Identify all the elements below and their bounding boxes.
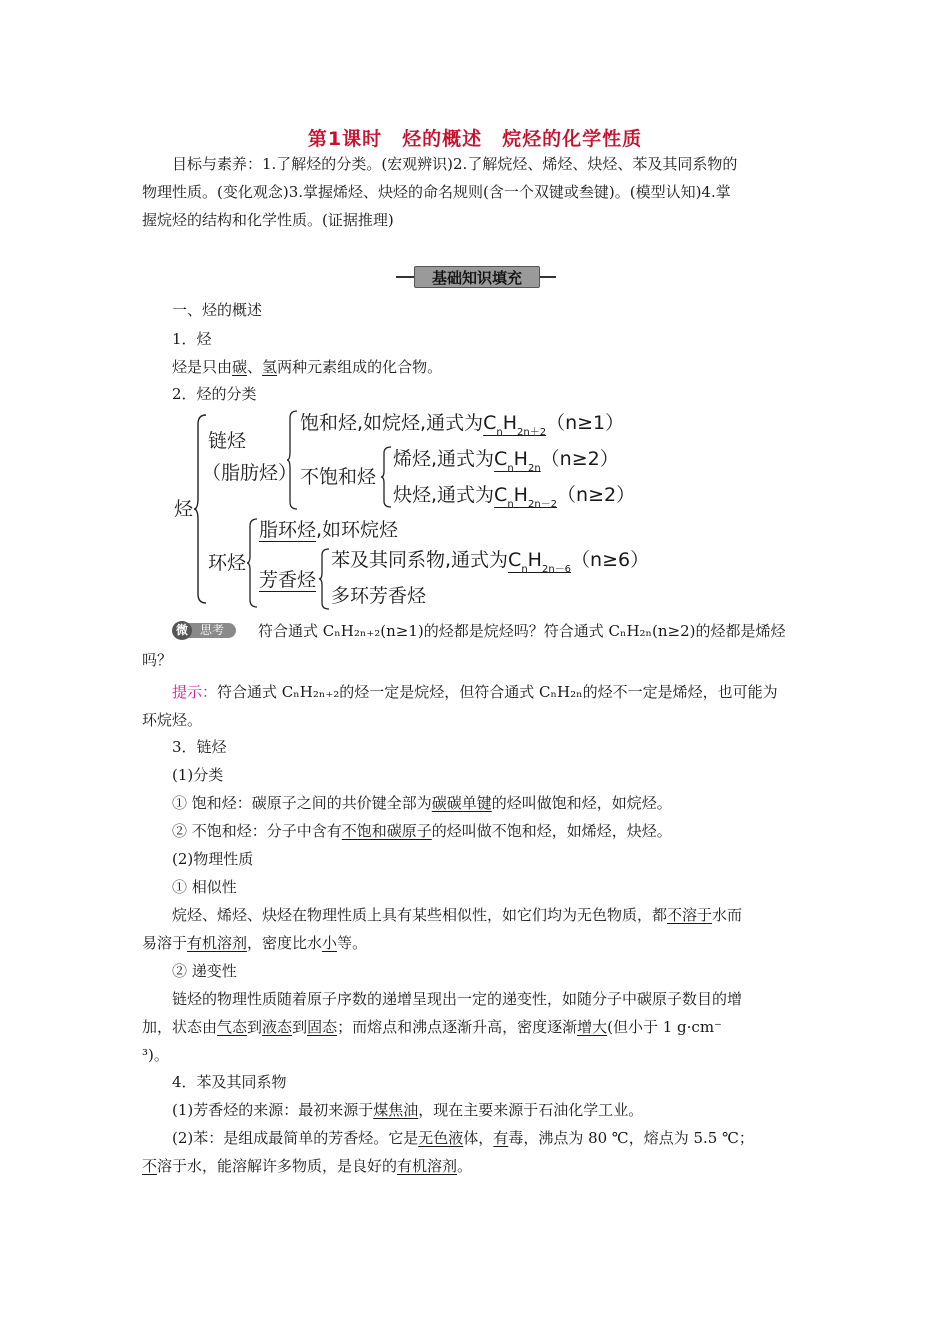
similarity-heading: ① 相似性 bbox=[172, 878, 237, 896]
blank-answer: 固态 bbox=[307, 1018, 338, 1036]
blank-answer: 液态 bbox=[262, 1018, 293, 1036]
tree-root: 烃 bbox=[174, 498, 194, 520]
similarity-line-2: 易溶于有机溶剂，密度比水小等。 bbox=[142, 934, 368, 952]
tree-alicyclic: 脂环烃,如环烷烃 bbox=[259, 519, 399, 541]
tree-chain: 链烃 bbox=[208, 430, 247, 452]
gradation-heading: ② 递变性 bbox=[172, 962, 237, 980]
gradation-line-2: 加，状态由气态到液态到固态；而熔点和沸点逐渐升高，密度逐渐增大(但小于 1 g·cm⁻ bbox=[142, 1018, 722, 1036]
subheading-3-2: (2)物理性质 bbox=[172, 850, 254, 868]
blank-answer: 有机溶剂 bbox=[397, 1157, 458, 1175]
brace-unsaturated bbox=[380, 446, 392, 508]
benzene-line-2: 不溶于水，能溶解许多物质，是良好的有机溶剂。 bbox=[142, 1157, 473, 1175]
think-badge bbox=[172, 621, 238, 640]
blank-answer: 煤焦油 bbox=[373, 1101, 419, 1119]
definition-line: 烃是只由碳、氢两种元素组成的化合物。 bbox=[172, 358, 443, 376]
subheading-3-1: (1)分类 bbox=[172, 766, 224, 784]
brace-chain bbox=[286, 410, 298, 510]
section-banner bbox=[396, 266, 556, 288]
hint-label: 提示： bbox=[172, 683, 218, 701]
gradation-line-3: ³)。 bbox=[142, 1046, 169, 1064]
brace-aromatic bbox=[318, 548, 330, 610]
tree-saturated: 饱和烃,如烷烃,通式为$C_nH_{2n+2}(n\ge 1)$ bbox=[300, 412, 625, 438]
objectives-line-2: 物理性质。(变化观念)3.掌握烯烃、炔烃的命名规则(含一个双键或叁键)。(模型认知)4.掌 bbox=[142, 183, 731, 201]
tree-alkene: 烯烃,通式为$C_nH_{2n}(n\ge 2)$ bbox=[393, 448, 619, 474]
tree-polycyclic: 多环芳香烃 bbox=[331, 585, 427, 607]
blank-answer: 气态 bbox=[217, 1018, 248, 1036]
blank-answer: 液 bbox=[448, 1129, 464, 1147]
blank-answer: 小 bbox=[322, 934, 338, 952]
blank-answer: 碳 bbox=[232, 358, 248, 376]
banner-label: 基础知识填充 bbox=[431, 269, 522, 287]
blank-answer: 氢 bbox=[262, 358, 278, 376]
brace-root bbox=[193, 414, 207, 604]
blank-answer: 碳碳单键 bbox=[431, 794, 492, 812]
tree-alkyne: 炔烃,通式为$C_nH_{2n-2}(n\ge 2)$ bbox=[393, 484, 636, 510]
objectives-line-3: 握烷烃的结构和化学性质。(证据推理) bbox=[142, 211, 394, 229]
subheading-3: 3．链烃 bbox=[172, 738, 227, 756]
tree-chain-alias: （脂肪烃） bbox=[202, 462, 298, 484]
tree-aromatic: 芳香烃 bbox=[259, 569, 317, 591]
blank-answer: 不溶于 bbox=[667, 906, 713, 924]
gradation-line-1: 链烃的物理性质随着原子序数的递增呈现出一定的递变性，如随分子中碳原子数目的增 bbox=[172, 990, 743, 1008]
similarity-line-1: 烷烃、烯烃、炔烃在物理性质上具有某些相似性，如它们均为无色物质，都不溶于水而 bbox=[172, 906, 743, 924]
subheading-1: 1．烃 bbox=[172, 330, 212, 348]
think-badge-icon: 微 bbox=[172, 621, 192, 640]
think-question-line-1: 符合通式 CₙH₂ₙ₊₂(n≥1)的烃都是烷烃吗？符合通式 CₙH₂ₙ(n≥2)的烃都是烯烃 bbox=[258, 622, 786, 640]
blank-answer: 无色 bbox=[418, 1129, 449, 1147]
tree-benzene: 苯及其同系物,通式为$C_nH_{2n-6}(n\ge 6)$ bbox=[331, 549, 650, 575]
blank-answer: 有机溶剂 bbox=[187, 934, 248, 952]
unsaturated-line: ② 不饱和烃：分子中含有不饱和碳原子的烃叫做不饱和烃，如烯烃，炔烃。 bbox=[172, 822, 672, 840]
tree-ring: 环烃 bbox=[208, 552, 247, 574]
benzene-line-1: (2)苯：是组成最简单的芳香烃。它是无色液体，有毒，沸点为 80 ℃，熔点为 5.5 ℃； bbox=[172, 1129, 754, 1147]
aromatic-source-line: (1)芳香烃的来源：最初来源于煤焦油，现在主要来源于石油化学工业。 bbox=[172, 1101, 644, 1119]
section-heading: 一、烃的概述 bbox=[172, 301, 263, 319]
blank-answer: 不饱和碳原子 bbox=[341, 822, 432, 840]
blank-answer: 增大 bbox=[577, 1018, 608, 1036]
think-badge-label: 思考 bbox=[188, 623, 236, 638]
subheading-4: 4．苯及其同系物 bbox=[172, 1073, 287, 1091]
blank-answer: 不 bbox=[142, 1157, 158, 1175]
page-title: 第1课时 烃的概述 烷烃的化学性质 bbox=[307, 128, 643, 150]
hint-line-1: 提示：符合通式 CₙH₂ₙ₊₂的烃一定是烷烃，但符合通式 CₙH₂ₙ的烃不一定是烯烃，也可能为 bbox=[172, 683, 778, 701]
saturated-line: ① 饱和烃：碳原子之间的共价键全部为碳碳单键的烃叫做饱和烃，如烷烃。 bbox=[172, 794, 672, 812]
brace-ring bbox=[246, 518, 258, 608]
think-question-line-2: 吗？ bbox=[142, 651, 173, 669]
subheading-2: 2．烃的分类 bbox=[172, 385, 257, 403]
hint-line-2: 环烷烃。 bbox=[142, 711, 203, 729]
objectives-line-1: 目标与素养：1.了解烃的分类。(宏观辨识)2.了解烷烃、烯烃、炔烃、苯及其同系物的 bbox=[172, 155, 738, 173]
blank-answer: 有 bbox=[493, 1129, 509, 1147]
tree-unsaturated: 不饱和烃 bbox=[300, 466, 377, 488]
